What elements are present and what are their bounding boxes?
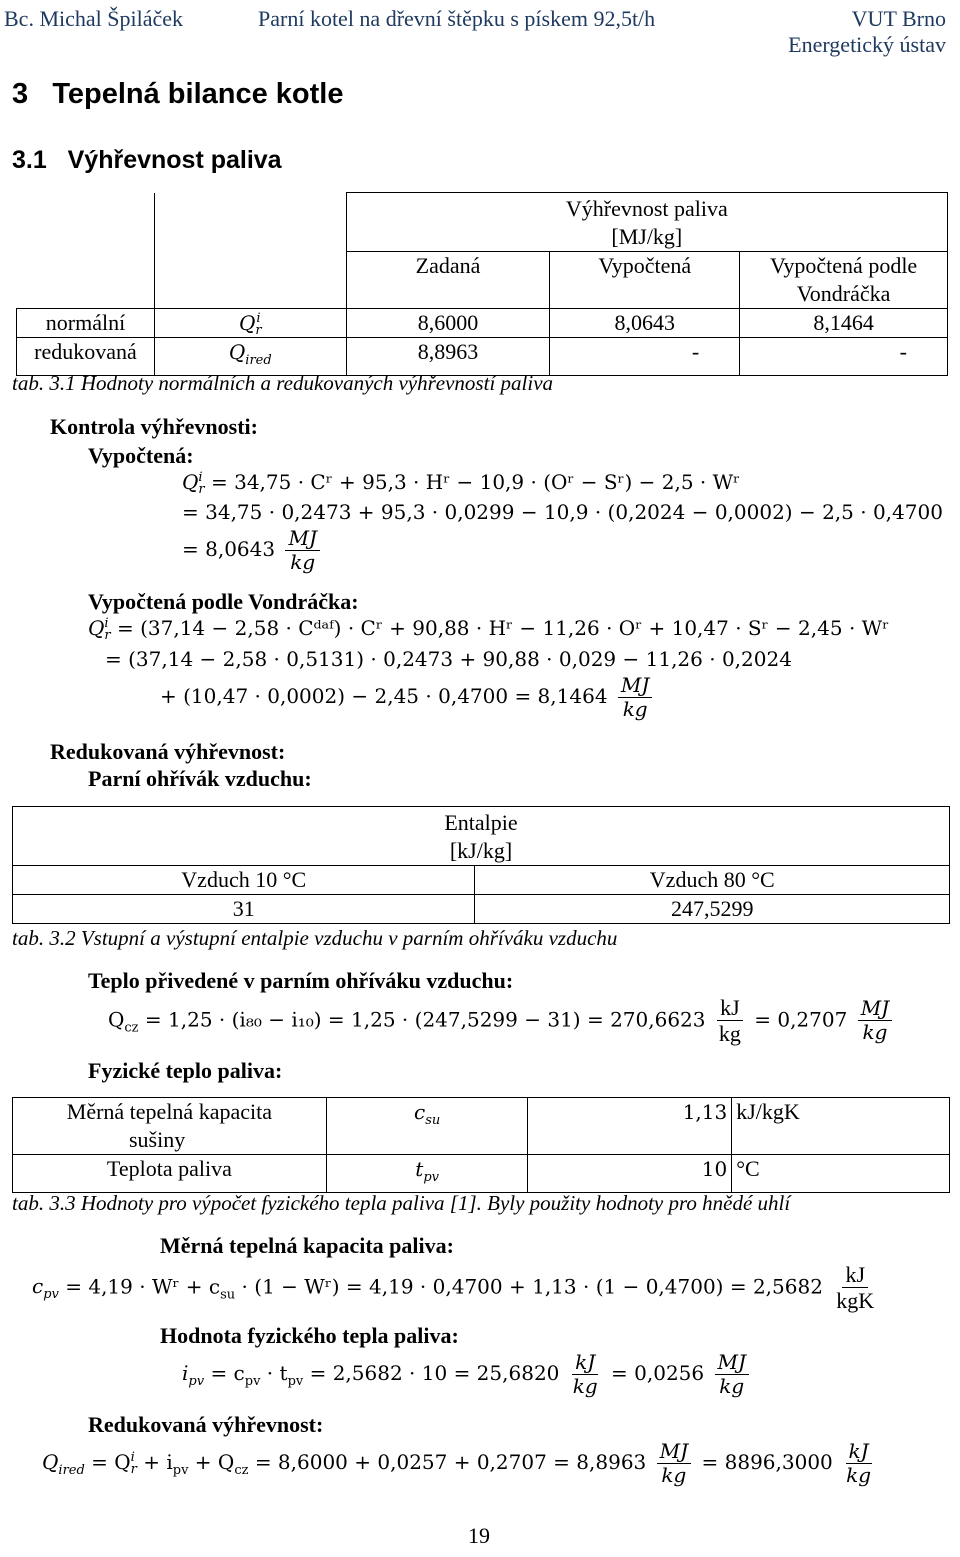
table1-row1-label: normální <box>17 309 155 338</box>
table3-row2-symbol: $t_{pv}$ <box>326 1155 528 1193</box>
table3-row2-value: 10 <box>528 1155 732 1193</box>
header-institution-line2: Energetický ústav <box>788 32 946 57</box>
table1-row2-label: redukovaná <box>17 338 155 376</box>
table1-row2-vondracka: - <box>740 338 948 376</box>
ohrivak-heading: Parní ohřívák vzduchu: <box>88 766 312 791</box>
table1-col-vondracka <box>740 252 948 309</box>
equation-fyzteplo: $i_{pv} = c_{pv} \cdot t_{pv} = 2,5682 \cdot 10 = 25,6820$ $\frac{kJ}{kg}$ = 0,0256 $\frac{MJ}{kg}$ <box>182 1351 753 1398</box>
mernakap-heading: Měrná tepelná kapacita paliva: <box>160 1233 454 1258</box>
table3-row2-unit: °C <box>732 1155 950 1193</box>
table2-header <box>13 807 950 866</box>
section-number: 3 <box>12 78 29 110</box>
section-heading <box>12 78 343 111</box>
header-author: Bc. Michal Špiláček <box>4 6 184 31</box>
table1-col-zadana: Zadaná <box>346 252 550 309</box>
table1-group-header-2: [MJ/kg] <box>611 224 683 249</box>
table2-header-1: Entalpie <box>444 810 518 835</box>
equation-vondracka-line3: + (10,47 · 0,0002) − 2,45 · 0,4700 = 8,1464 $\frac{MJ}{kg}$ <box>160 674 656 721</box>
subsection-heading <box>12 146 282 175</box>
table-row <box>13 895 950 924</box>
table-row <box>13 866 950 895</box>
page-number: 19 <box>468 1523 490 1548</box>
fyzteplo-heading: Hodnota fyzického tepla paliva: <box>160 1323 459 1348</box>
subsection-number: 3.1 <box>12 146 47 174</box>
table2-header-2: [kJ/kg] <box>449 838 513 863</box>
table1-group-header <box>346 193 947 252</box>
table-entalpie <box>12 806 950 924</box>
table2-col1: Vzduch 10 °C <box>13 866 475 895</box>
final-heading: Redukovaná výhřevnost: <box>88 1412 324 1437</box>
table2-caption: tab. 3.2 Vstupní a výstupní entalpie vzduchu v parním ohříváku vzduchu <box>12 926 618 950</box>
table1-row1-symbol: Q i r <box>154 309 346 338</box>
table3-row1-value: 1,13 <box>528 1098 732 1155</box>
fyzicke-heading: Fyzické teplo paliva: <box>88 1058 283 1083</box>
table2-col2: Vzduch 80 °C <box>475 866 950 895</box>
table3-row2-label: Teplota paliva <box>13 1155 327 1193</box>
equation-teplo: $Q_{cz} = 1,25 \cdot (i_{80} - i_{10}) = 1,25 \cdot (247,5299 - 31) = 270,6623$ $\frac{kJ}{kg}$ = 0,2707 $\frac{MJ}{kg}$ <box>108 995 896 1047</box>
table1-caption: tab. 3.1 Hodnoty normálních a redukovaných výhřevností paliva <box>12 371 554 395</box>
table-row <box>17 338 948 376</box>
redukovana-heading: Redukovaná výhřevnost: <box>50 739 286 764</box>
table1-row2-zadana: 8,8963 <box>346 338 550 376</box>
table1-col-vypoctena: Vypočtená <box>550 252 740 309</box>
table3-caption: tab. 3.3 Hodnoty pro výpočet fyzického tepla paliva [1]. Byly použity hodnoty pro hnědé uhlí <box>12 1191 791 1215</box>
table2-val2: 247,5299 <box>475 895 950 924</box>
header-institution <box>788 6 946 58</box>
equation-vondracka-line2: = (37,14 − 2,58 · 0,5131) · 0,2473 + 90,88 · 0,029 − 11,26 · 0,2024 <box>105 647 792 671</box>
teplo-heading: Teplo přivedené v parním ohříváku vzduchu: <box>88 968 514 993</box>
equation-final: $Q_{ired} = Q$ i r + $i_{pv} + Q_{cz} = 8,6000 + 0,0257 + 0,2707 = 8,8963$ $\frac{MJ}{kg}$ = 8896,3000 $\frac{kJ}{kg}$ <box>42 1439 872 1487</box>
table-fyzicke-teplo <box>12 1097 950 1193</box>
header-title: Parní kotel na dřevní štěpku s pískem 92,5t/h <box>258 6 656 31</box>
table1-group-header-1: Výhřevnost paliva <box>565 196 728 221</box>
table1-row1-zadana: 8,6000 <box>346 309 550 338</box>
table-row <box>17 309 948 338</box>
vondracka-heading: Vypočtená podle Vondráčka: <box>88 589 359 614</box>
vypoctena-heading: Vypočtená: <box>88 443 194 468</box>
equation-vondracka-line1: Q i r = (37,14 − 2,58 · Cᵈᵃᶠ) · Cʳ + 90,88 · Hʳ − 11,26 · Oʳ + 10,47 · Sʳ − 2,45 · Wʳ <box>88 615 890 643</box>
equation-vypoctena-line3: = 8,0643 $\frac{MJ}{kg}$ <box>182 527 324 574</box>
table3-row1-symbol: $c_{su}$ <box>326 1098 528 1155</box>
equation-vypoctena-line1: Q i r = 34,75 · Cʳ + 95,3 · Hʳ − 10,9 · (Oʳ − Sʳ) − 2,5 · Wʳ <box>182 469 741 497</box>
table3-row1-label: Měrná tepelná kapacita sušiny <box>13 1098 327 1155</box>
equation-mernakap: $c_{pv} = 4,19$ · Wʳ + $c_{su} \cdot (1$ − Wʳ) = 4,19 · 0,4700 + 1,13 · (1 − 0,4700) = 2,5682 $\frac{kJ}{\text{kgK}}$ <box>32 1262 875 1314</box>
subsection-title: Výhřevnost paliva <box>67 146 282 174</box>
table1-row2-symbol: $Q_{ired}$ <box>154 338 346 376</box>
table1-col-vondracka-1: Vypočtená podle <box>769 253 918 278</box>
section-title: Tepelná bilance kotle <box>52 78 344 110</box>
table-vyhrevnost <box>16 192 948 376</box>
header-institution-line1: VUT Brno <box>851 6 946 31</box>
table1-row1-vypoctena: 8,0643 <box>550 309 740 338</box>
equation-vypoctena-line2: = 34,75 · 0,2473 + 95,3 · 0,0299 − 10,9 · (0,2024 − 0,0002) − 2,5 · 0,4700 <box>182 500 943 524</box>
table1-row1-vondracka: 8,1464 <box>740 309 948 338</box>
table3-row1-unit: kJ/kgK <box>732 1098 950 1155</box>
table-row <box>13 1155 950 1193</box>
table2-val1: 31 <box>13 895 475 924</box>
kontrola-heading: Kontrola výhřevnosti: <box>50 414 258 439</box>
table1-row2-vypoctena: - <box>550 338 740 376</box>
table1-col-vondracka-2: Vondráčka <box>796 281 891 306</box>
table-row <box>13 1098 950 1155</box>
